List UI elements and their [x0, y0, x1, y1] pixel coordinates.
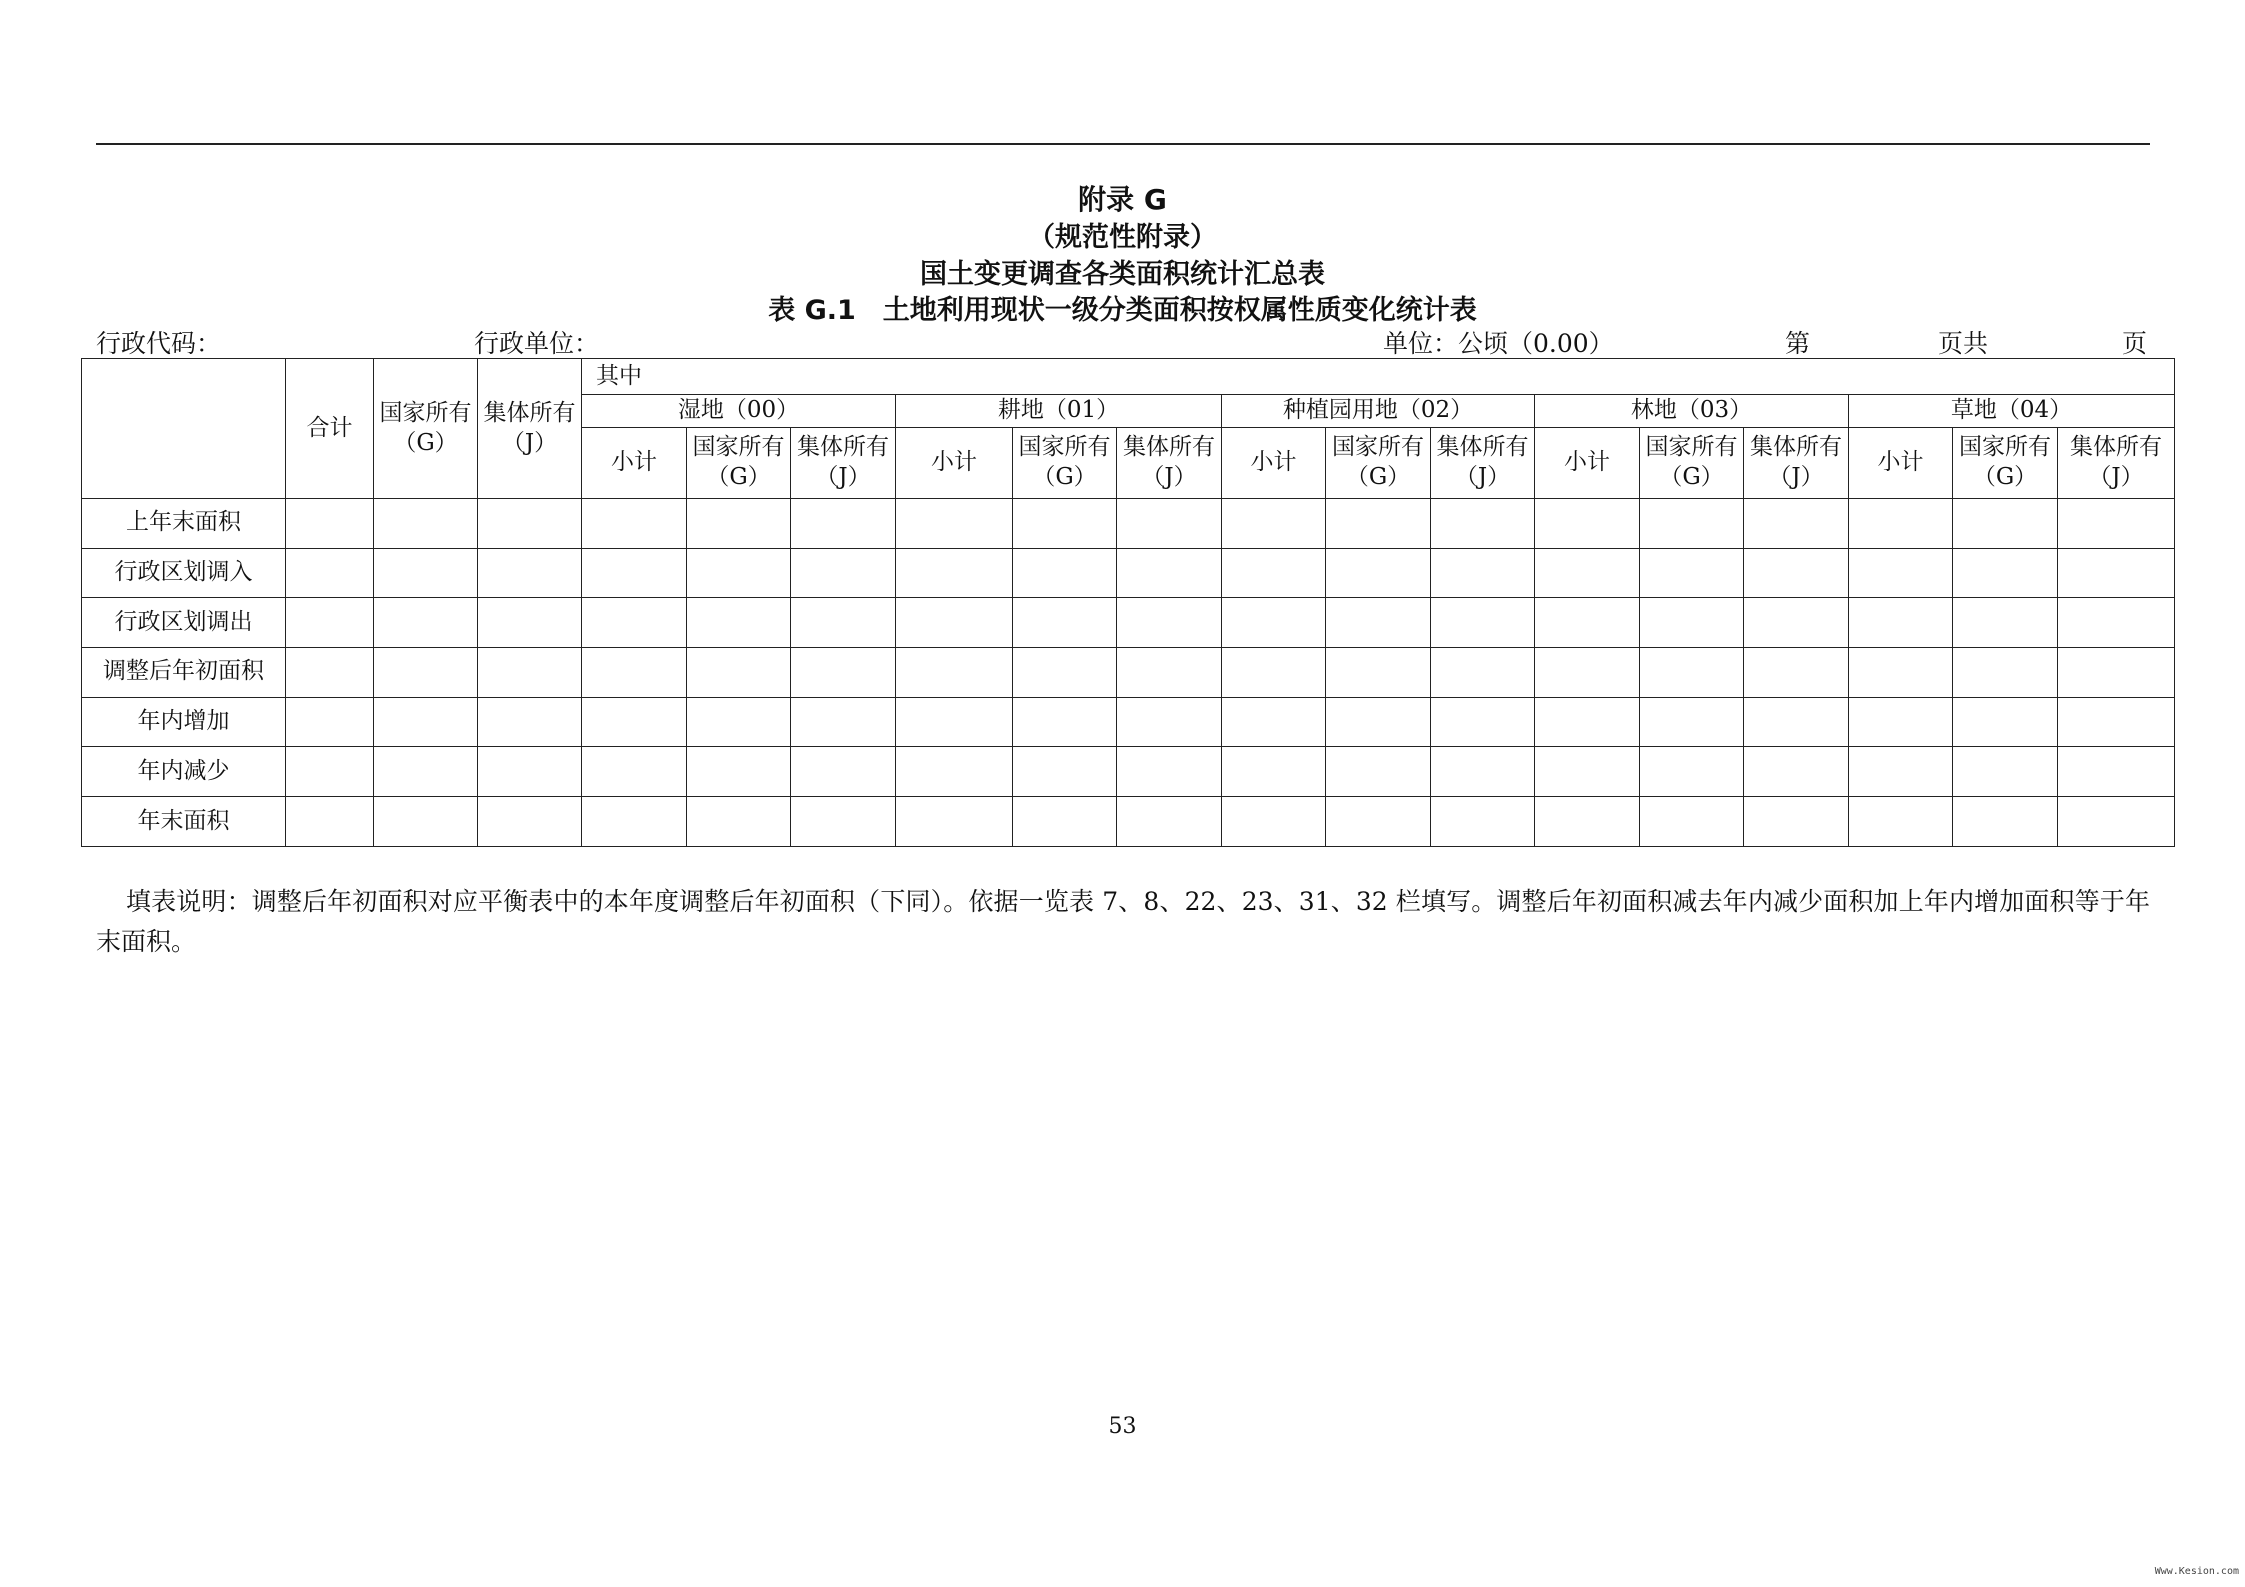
data-cell[interactable]: [1222, 697, 1326, 747]
collective-header: 集体所有（J）: [2058, 428, 2175, 499]
subtotal-header: 小计: [1535, 428, 1640, 499]
data-cell[interactable]: [1117, 697, 1222, 747]
statistics-table: [81, 358, 2175, 847]
data-cell[interactable]: [2058, 747, 2175, 797]
data-cell[interactable]: [896, 548, 1013, 598]
collective-header: 集体所有（J）: [1117, 428, 1222, 499]
data-cell[interactable]: [582, 598, 687, 648]
data-cell[interactable]: [2058, 499, 2175, 549]
data-cell[interactable]: [1535, 648, 1640, 698]
data-cell[interactable]: [1849, 499, 1953, 549]
data-cell[interactable]: [1744, 648, 1849, 698]
data-cell[interactable]: [1744, 598, 1849, 648]
admin-code-label: 行政代码：: [96, 329, 222, 358]
data-cell[interactable]: [1953, 499, 2058, 549]
data-cell[interactable]: [582, 548, 687, 598]
data-cell[interactable]: [1326, 548, 1431, 598]
data-cell[interactable]: [1535, 548, 1640, 598]
data-cell[interactable]: [374, 648, 478, 698]
data-cell[interactable]: [1117, 499, 1222, 549]
data-cell[interactable]: [1640, 648, 1744, 698]
data-cell[interactable]: [582, 797, 687, 847]
data-cell[interactable]: [478, 598, 582, 648]
data-cell[interactable]: [2058, 697, 2175, 747]
header-rule: [96, 143, 2150, 145]
unit-label: 单位：公顷（0.00）: [1383, 329, 1614, 358]
table-row: [82, 598, 2175, 648]
data-cell[interactable]: [687, 648, 791, 698]
data-cell[interactable]: [286, 697, 374, 747]
data-cell[interactable]: [1222, 648, 1326, 698]
data-cell[interactable]: [1953, 598, 2058, 648]
data-cell[interactable]: [1535, 697, 1640, 747]
table-row: [82, 499, 2175, 549]
data-cell[interactable]: [896, 797, 1013, 847]
data-cell[interactable]: [896, 697, 1013, 747]
data-cell[interactable]: [582, 747, 687, 797]
data-cell[interactable]: [1953, 648, 2058, 698]
fill-instructions: 填表说明：调整后年初面积对应平衡表中的本年度调整后年初面积（下同）。依据一览表 7、8、22、23、31、32 栏填写。调整后年初面积减去年内减少面积加上年内增加面积等于年末面积。: [96, 887, 2150, 956]
row-label: 行政区划调入: [82, 548, 286, 598]
data-cell[interactable]: [286, 548, 374, 598]
state-owned-header: 国家所有（G）: [1326, 428, 1431, 499]
data-cell[interactable]: [1117, 747, 1222, 797]
data-cell[interactable]: [687, 747, 791, 797]
data-cell[interactable]: [896, 499, 1013, 549]
header-among: 其中: [582, 359, 2175, 395]
data-cell[interactable]: [1849, 648, 1953, 698]
data-cell[interactable]: [1431, 499, 1535, 549]
category-header: 种植园用地（02）: [1222, 395, 1535, 428]
table-row: [82, 648, 2175, 698]
table-row: [82, 797, 2175, 847]
data-cell[interactable]: [1326, 598, 1431, 648]
page-no-label: 第: [1785, 329, 1811, 358]
data-cell[interactable]: [791, 598, 896, 648]
state-owned-header: 国家所有（G）: [1640, 428, 1744, 499]
data-cell[interactable]: [1013, 697, 1117, 747]
data-cell[interactable]: [1013, 598, 1117, 648]
subtotal-header: 小计: [1849, 428, 1953, 499]
data-cell[interactable]: [1744, 548, 1849, 598]
data-cell[interactable]: [1953, 797, 2058, 847]
data-cell[interactable]: [374, 548, 478, 598]
data-cell[interactable]: [1013, 548, 1117, 598]
row-label: 行政区划调出: [82, 598, 286, 648]
subtotal-header: 小计: [896, 428, 1013, 499]
data-cell[interactable]: [1744, 797, 1849, 847]
category-header: 耕地（01）: [896, 395, 1222, 428]
admin-unit-label: 行政单位：: [474, 329, 600, 358]
collection-title: 国土变更调查各类面积统计汇总表: [920, 259, 1325, 290]
data-cell[interactable]: [687, 797, 791, 847]
data-cell[interactable]: [374, 499, 478, 549]
data-cell[interactable]: [582, 697, 687, 747]
header-collective: 集体所有（J）: [478, 359, 582, 499]
data-cell[interactable]: [791, 548, 896, 598]
data-cell[interactable]: [1640, 499, 1744, 549]
data-cell[interactable]: [1640, 747, 1744, 797]
row-label: 年内减少: [82, 747, 286, 797]
table-row: [82, 548, 2175, 598]
data-cell[interactable]: [1953, 697, 2058, 747]
data-cell[interactable]: [791, 747, 896, 797]
data-cell[interactable]: [374, 797, 478, 847]
data-cell[interactable]: [896, 648, 1013, 698]
page-total-label: 页共: [1938, 329, 1989, 358]
subtotal-header: 小计: [582, 428, 687, 499]
data-cell[interactable]: [1535, 747, 1640, 797]
collective-header: 集体所有（J）: [791, 428, 896, 499]
data-cell[interactable]: [2058, 598, 2175, 648]
data-cell[interactable]: [286, 797, 374, 847]
data-cell[interactable]: [374, 747, 478, 797]
data-cell[interactable]: [478, 548, 582, 598]
data-cell[interactable]: [1013, 797, 1117, 847]
data-cell[interactable]: [1326, 697, 1431, 747]
data-cell[interactable]: [1117, 648, 1222, 698]
data-cell[interactable]: [1744, 499, 1849, 549]
data-cell[interactable]: [478, 697, 582, 747]
data-cell[interactable]: [478, 747, 582, 797]
data-cell[interactable]: [1326, 797, 1431, 847]
data-cell[interactable]: [1640, 598, 1744, 648]
data-cell[interactable]: [1535, 598, 1640, 648]
data-cell[interactable]: [1326, 747, 1431, 797]
data-cell[interactable]: [1013, 648, 1117, 698]
page-total-suffix: 页: [2122, 329, 2148, 358]
data-cell[interactable]: [1117, 797, 1222, 847]
data-cell[interactable]: [1431, 797, 1535, 847]
data-cell[interactable]: [896, 598, 1013, 648]
data-cell[interactable]: [1222, 598, 1326, 648]
category-header: 草地（04）: [1849, 395, 2175, 428]
data-cell[interactable]: [1849, 797, 1953, 847]
data-cell[interactable]: [1222, 548, 1326, 598]
watermark-text: Www.Kesion.com: [2154, 1566, 2239, 1577]
data-cell[interactable]: [2058, 648, 2175, 698]
collective-header: 集体所有（J）: [1431, 428, 1535, 499]
data-cell[interactable]: [1431, 648, 1535, 698]
data-cell[interactable]: [1535, 797, 1640, 847]
data-cell[interactable]: [1013, 747, 1117, 797]
category-header: 湿地（00）: [582, 395, 896, 428]
collective-header: 集体所有（J）: [1744, 428, 1849, 499]
state-owned-header: 国家所有（G）: [687, 428, 791, 499]
row-label: 年内增加: [82, 697, 286, 747]
data-cell[interactable]: [1431, 697, 1535, 747]
appendix-title: 附录 G: [1078, 183, 1167, 216]
data-cell[interactable]: [1640, 797, 1744, 847]
data-cell[interactable]: [687, 499, 791, 549]
data-cell[interactable]: [1431, 747, 1535, 797]
data-cell[interactable]: [286, 648, 374, 698]
data-cell[interactable]: [896, 747, 1013, 797]
data-cell[interactable]: [1222, 797, 1326, 847]
data-cell[interactable]: [374, 598, 478, 648]
data-cell[interactable]: [1640, 697, 1744, 747]
data-cell[interactable]: [286, 747, 374, 797]
appendix-nature: （规范性附录）: [1028, 222, 1217, 253]
data-cell[interactable]: [286, 499, 374, 549]
data-cell[interactable]: [791, 499, 896, 549]
table-row: [82, 697, 2175, 747]
data-cell[interactable]: [478, 499, 582, 549]
table-row: [82, 747, 2175, 797]
data-cell[interactable]: [1849, 747, 1953, 797]
data-cell[interactable]: [791, 797, 896, 847]
data-cell[interactable]: [2058, 548, 2175, 598]
subtotal-header: 小计: [1222, 428, 1326, 499]
data-cell[interactable]: [1744, 747, 1849, 797]
data-cell[interactable]: [478, 648, 582, 698]
data-cell[interactable]: [1744, 697, 1849, 747]
data-cell[interactable]: [791, 648, 896, 698]
data-cell[interactable]: [1326, 499, 1431, 549]
row-label: 上年末面积: [82, 499, 286, 549]
data-cell[interactable]: [1953, 548, 2058, 598]
data-cell[interactable]: [1953, 747, 2058, 797]
data-cell[interactable]: [286, 598, 374, 648]
data-cell[interactable]: [1222, 747, 1326, 797]
data-cell[interactable]: [1849, 548, 1953, 598]
corner-cell: [82, 359, 286, 499]
header-state-owned: 国家所有（G）: [374, 359, 478, 499]
data-cell[interactable]: [1117, 598, 1222, 648]
table-title: 表 G.1 土地利用现状一级分类面积按权属性质变化统计表: [768, 295, 1477, 326]
data-cell[interactable]: [1849, 697, 1953, 747]
state-owned-header: 国家所有（G）: [1013, 428, 1117, 499]
data-cell[interactable]: [1431, 598, 1535, 648]
data-cell[interactable]: [1849, 598, 1953, 648]
row-label: 调整后年初面积: [82, 648, 286, 698]
data-cell[interactable]: [1117, 548, 1222, 598]
data-cell[interactable]: [1326, 648, 1431, 698]
page-number: 53: [1108, 1414, 1137, 1439]
data-cell[interactable]: [687, 697, 791, 747]
data-cell[interactable]: [2058, 797, 2175, 847]
data-cell[interactable]: [1431, 548, 1535, 598]
data-cell[interactable]: [1535, 499, 1640, 549]
data-cell[interactable]: [374, 697, 478, 747]
data-cell[interactable]: [791, 697, 896, 747]
data-cell[interactable]: [1640, 548, 1744, 598]
data-cell[interactable]: [582, 499, 687, 549]
header-total: 合计: [286, 359, 374, 499]
data-cell[interactable]: [1013, 499, 1117, 549]
data-cell[interactable]: [687, 598, 791, 648]
category-header: 林地（03）: [1535, 395, 1849, 428]
data-cell[interactable]: [478, 797, 582, 847]
data-cell[interactable]: [582, 648, 687, 698]
data-cell[interactable]: [687, 548, 791, 598]
row-label: 年末面积: [82, 797, 286, 847]
data-cell[interactable]: [1222, 499, 1326, 549]
state-owned-header: 国家所有（G）: [1953, 428, 2058, 499]
